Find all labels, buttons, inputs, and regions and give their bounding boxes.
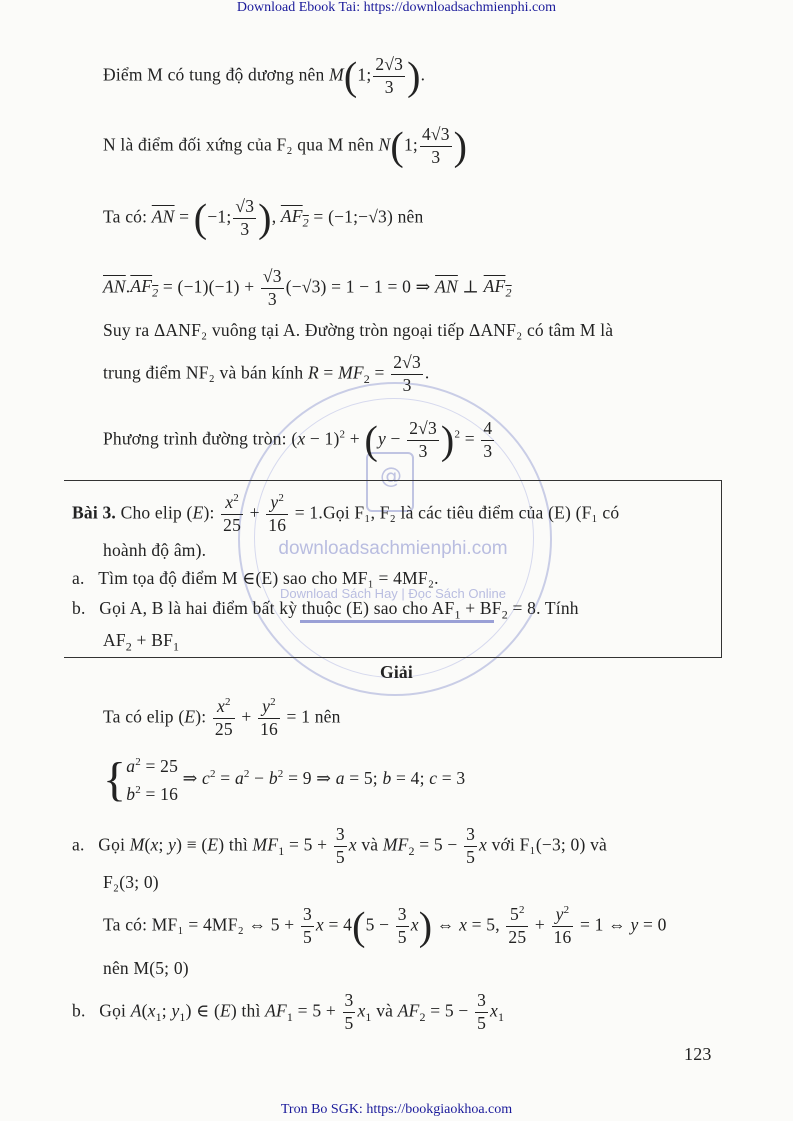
exercise-item-b-expr: $AF_2 + BF_1$ (103, 630, 180, 654)
page-number: 123 (684, 1044, 712, 1064)
line-vectors: Ta có: $\overline{AN} = (-1$; $\frac{√3}{3}$ ), $AF_2$ = (−1;−√3) nên (103, 195, 424, 241)
line-right-triangle: Suy ra ΔANF₂ vuông tại A. Đường tròn ngoại tiếp ΔANF₂ có tâm M là (103, 320, 614, 340)
exercise-intro-line2: hoành độ âm). (103, 540, 207, 560)
line-N-point: N là điểm đối xứng của F₂ qua M nên N(1; $\frac{4√3}{3}$ ) (103, 123, 468, 169)
solution-a-f2: F₂(3; 0) (103, 872, 159, 892)
watermark-site: downloadsachmienphi.com (278, 538, 508, 559)
solution-a-line2: Ta có: MF₁ = 4MF₂ ⇔ 5 + $\frac{3}{5}$ x = 4(5 − $\frac{3}{5}$ x) ⇔ x = 5, $\frac{5^2}{25}$ + $\frac{y^2}{16}$ = 1 ⇔ y = 0 (103, 903, 667, 949)
solution-a-line1: a. Gọi M(x; y) ≡ (E) thì $MF_1 = 5$ + $\frac{3}{5}$ x và $MF_2 = 5$ − $\frac{3}{5}$ x với F₁(−3; 0) và (72, 824, 608, 867)
line-dot-product: $\overline{AN}.AF_2 = (-1)(-1)$ + $\frac{√3}{3}$ (−√3) = 1 − 1 = 0 ⇒ $\overline{AN}$ ⊥ $AF_2$ (103, 266, 512, 309)
watermark-at-icon: @ (380, 464, 402, 489)
footer-link[interactable]: Tron Bo SGK: https://bookgiaokhoa.com (280, 1102, 513, 1117)
solution-system: {$a^2 = 25$ $b^2 = 16$ ⇒ $c^2 = a^2 - b^2 = 9$ ⇒ a = 5; b = 4; c = 3 (103, 753, 466, 806)
watermark-tagline: Download Sách Hay | Đọc Sách Online (280, 586, 506, 601)
line-radius: trung điểm NF₂ và bán kính $R = MF_2$ = $\frac{2√3}{3}$ . (103, 352, 430, 395)
exercise-item-a: a. Tìm tọa độ điểm M ∈(E) sao cho MF₁ = 4MF₂. (72, 568, 439, 588)
solution-a-result: nên M(5; 0) (103, 958, 189, 978)
solution-heading: Giải (380, 662, 413, 682)
solution-ellipse: Ta có elip (E): $\frac{x^2}{25}$ + $\frac{y^2}{16}$ = 1 nên (103, 696, 341, 739)
solution-b-line1: b. Gọi $A(x_1$; $y_1$) ∈ (E) thì $AF_1 = 5$ + $\frac{3}{5}$ $x_1$ và $AF_2 = 5$ − $\frac{3}{5}$ $x_1$ (72, 990, 505, 1033)
exercise-intro: Bài 3. Cho elip (E): $\frac{x^2}{25}$ + $\frac{y^2}{16}$ = 1.Gọi F₁, F₂ là các tiêu điểm của (E) (F₁ có (72, 492, 620, 535)
line-circle-equation: Phương trình đường tròn: $(x - 1)^2 + (y$ − $\frac{2√3}{3}$ )$^2$ = $\frac{4}{3}$ (103, 417, 493, 463)
line-M-point: Điểm M có tung độ dương nên M(1; $\frac{2√3}{3}$ ). (103, 53, 426, 99)
header-download-link[interactable]: Download Ebook Tai: https://downloadsachmienphi.com (236, 0, 557, 15)
exercise-item-b: b. Gọi A, B là hai điểm bất kỳ thuộc (E) sao cho $AF_1 + BF_2 = 8$. Tính (72, 598, 579, 622)
